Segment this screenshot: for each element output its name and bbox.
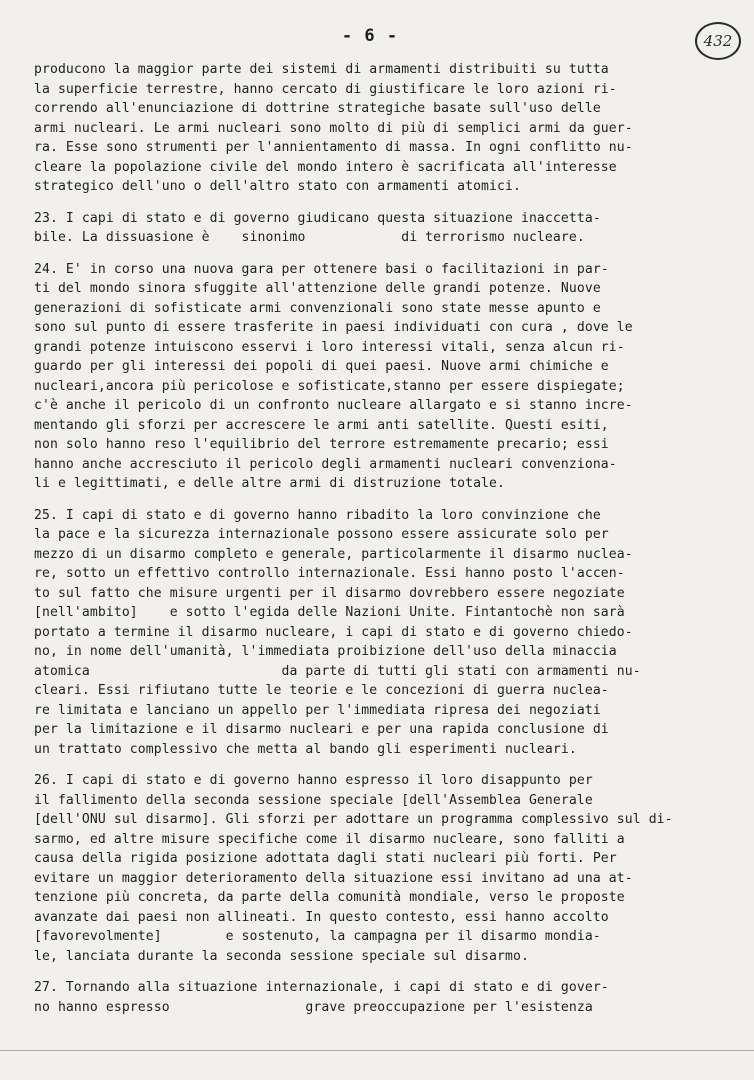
paragraph-26 <box>34 771 734 966</box>
text-line: generazioni di sofisticate armi convenzionali sono state messe apunto e <box>34 300 601 316</box>
text-line: 27. Tornando alla situazione internazionale, i capi di stato e di gover- <box>34 980 609 995</box>
text-line: avanzate dai paesi non allineati. In questo contesto, essi hanno accolto <box>34 909 609 925</box>
text-line: mezzo di un disarmo completo e generale, particolarmente il disarmo nuclea- <box>34 546 633 562</box>
paragraph-25 <box>34 506 734 760</box>
text-line: guardo per gli interessi dei popoli di quei paesi. Nuove armi chimiche e <box>34 359 609 374</box>
text-line: bile. La dissuasione è sinonimo di terrorismo nucleare. <box>34 230 585 245</box>
text-line: no hanno espresso grave preoccupazione per l'esistenza <box>34 999 593 1015</box>
text-line: 24. E' in corso una nuova gara per ottenere basi o facilitazioni in par- <box>34 261 609 277</box>
text-line: causa della rigida posizione adottata dagli stati nucleari più forti. Per <box>34 851 617 866</box>
text-line: re, sotto un effettivo controllo internazionale. Essi hanno posto l'accen- <box>34 566 625 581</box>
page-number: - 6 - <box>341 26 399 46</box>
paragraph-23 <box>34 209 734 248</box>
text-line: c'è anche il pericolo di un confronto nucleare allargato e si stanno incre- <box>34 398 633 413</box>
text-line: correndo all'enunciazione di dottrine strategiche basate sull'uso delle <box>34 101 601 116</box>
text-line: la superficie terrestre, hanno cercato di giustificare le loro azioni ri- <box>34 81 617 97</box>
text-line: [favorevolmente] e sostenuto, la campagna per il disarmo mondia- <box>34 929 601 944</box>
paragraph-intro <box>34 60 734 197</box>
text-line: un trattato complessivo che metta al bando gli esperimenti nucleari. <box>34 741 577 757</box>
text-line: 26. I capi di stato e di governo hanno espresso il loro disappunto per <box>34 773 593 788</box>
text-line: portato a termine il disarmo nucleare, i capi di stato e di governo chiedo- <box>34 624 633 640</box>
text-line: per la limitazione e il disarmo nucleari e per una rapida conclusione di <box>34 722 609 737</box>
text-line: strategico dell'uno o dell'altro stato con armamenti atomici. <box>34 179 521 194</box>
text-line: tenzione più concreta, da parte della comunità mondiale, verso le proposte <box>34 890 625 905</box>
text-line: atomica da parte di tutti gli stati con armamenti nu- <box>34 663 641 679</box>
text-line: armi nucleari. Le armi nucleari sono molto di più di semplici armi da guer- <box>34 120 633 136</box>
text-line: le, lanciata durante la seconda sessione speciale sul disarmo. <box>34 948 529 964</box>
text-line: non solo hanno reso l'equilibrio del terrore estremamente precario; essi <box>34 437 609 452</box>
text-line: cleari. Essi rifiutano tutte le teorie e le concezioni di guerra nuclea- <box>34 683 609 698</box>
paragraph-27 <box>34 978 734 1017</box>
text-line: il fallimento della seconda sessione speciale [dell'Assemblea Generale <box>34 792 593 808</box>
text-line: no, in nome dell'umanità, l'immediata proibizione dell'uso della minaccia <box>34 644 617 659</box>
text-line: [nell'ambito] e sotto l'egida delle Nazioni Unite. Fintantochè non sarà <box>34 605 625 620</box>
text-line: to sul fatto che misure urgenti per il disarmo dovrebbero essere negoziate <box>34 585 625 601</box>
text-line: 25. I capi di stato e di governo hanno ribadito la loro convinzione che <box>34 507 601 523</box>
text-line: ra. Esse sono strumenti per l'annientamento di massa. In ogni conflitto nu- <box>34 140 633 155</box>
text-line: mentando gli sforzi per accrescere le armi anti satellite. Questi esiti, <box>34 417 609 433</box>
text-line: [dell'ONU sul disarmo]. Gli sforzi per adottare un programma complessivo sul di- <box>34 812 673 827</box>
text-line: li e legittimati, e delle altre armi di distruzione totale. <box>34 476 506 491</box>
text-line: ti del mondo sinora sfuggite all'attenzione delle grandi potenze. Nuove <box>34 281 601 296</box>
text-line: producono la maggior parte dei sistemi di armamenti distribuiti su tutta <box>34 62 609 77</box>
text-line: la pace e la sicurezza internazionale possono essere assicurate solo per <box>34 527 609 542</box>
text-line: sono sul punto di essere trasferite in paesi individuati con cura , dove le <box>34 320 633 335</box>
document-body <box>34 60 734 1029</box>
paragraph-24 <box>34 260 734 494</box>
archive-stamp: 432 <box>695 22 741 60</box>
page-bottom-edge <box>0 1050 754 1051</box>
text-line: evitare un maggior deterioramento della situazione essi invitano ad una at- <box>34 870 633 886</box>
text-line: grandi potenze intuiscono esservi i loro interessi vitali, senza alcun ri- <box>34 339 625 355</box>
text-line: re limitata e lanciano un appello per l'immediata ripresa dei negoziati <box>34 702 601 718</box>
text-line: cleare la popolazione civile del mondo intero è sacrificata all'interesse <box>34 159 617 175</box>
text-line: nucleari,ancora più pericolose e sofisticate,stanno per essere dispiegate; <box>34 378 625 394</box>
text-line: sarmo, ed altre misure specifiche come il disarmo nucleare, sono falliti a <box>34 831 625 847</box>
text-line: hanno anche accresciuto il pericolo degli armamenti nucleari convenziona- <box>34 456 617 472</box>
text-line: 23. I capi di stato e di governo giudicano questa situazione inaccetta- <box>34 210 601 226</box>
